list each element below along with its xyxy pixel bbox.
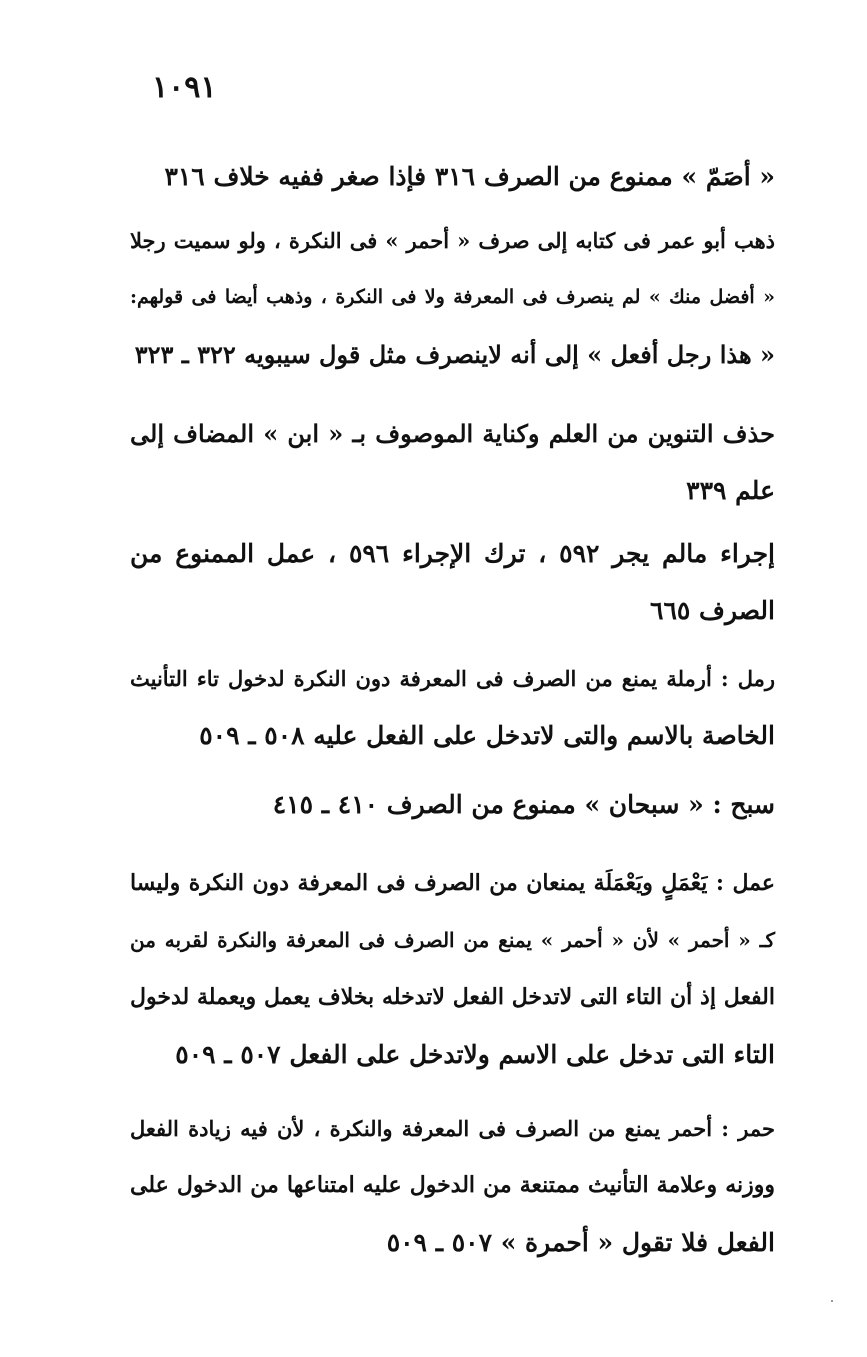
index-entry-raml xyxy=(130,650,775,764)
index-entry-abu-amr xyxy=(130,212,775,383)
index-entry-ijra xyxy=(130,525,775,639)
entry-line: علم ٣٣٩ xyxy=(686,476,775,505)
entry-line: كـ « أحمر » لأن « أحمر » يمنع من الصرف فى المعرفة والنكرة لقربه من xyxy=(130,928,775,952)
entry-line: الفعل فلا تقول « أحمرة » ٥٠٧ ـ ٥٠٩ xyxy=(386,1228,775,1257)
entry-line: « أصَمّ » ممنوع من الصرف ٣١٦ فإذا صغر ففيه خلاف ٣١٦ xyxy=(164,162,775,191)
scan-speck xyxy=(831,1300,833,1302)
index-entry-asam xyxy=(130,148,775,205)
entry-line: « أفضل منك » لم ينصرف فى المعرفة ولا فى النكرة ، وذهب أيضا فى قولهم: xyxy=(130,286,775,308)
entry-line: رمل : أرملة يمنع من الصرف فى المعرفة دون النكرة لدخول تاء التأنيث xyxy=(130,666,775,691)
entry-line: حمر : أحمر يمنع من الصرف فى المعرفة والنكرة ، لأن فيه زيادة الفعل xyxy=(130,1116,775,1141)
index-entry-amal xyxy=(130,855,775,1083)
entry-line: ووزنه وعلامة التأنيث ممتنعة من الدخول عليه امتناعها من الدخول على xyxy=(130,1172,775,1198)
page-number: ١٠٩١ xyxy=(152,70,217,105)
index-entry-sabh xyxy=(130,776,775,833)
entry-line: ذهب أبو عمر فى كتابه إلى صرف « أحمر » فى النكرة ، ولو سميت رجلا xyxy=(130,228,775,253)
entry-line: سبح : « سبحان » ممنوع من الصرف ٤١٠ ـ ٤١٥ xyxy=(272,790,775,819)
entry-line: الفعل إذ أن التاء التى لاتدخل الفعل لاتدخله بخلاف يعمل ويعملة لدخول xyxy=(130,984,775,1010)
entry-line: عمل : يَعْمَلٍ ويَعْمَلَة يمنعان من الصرف فى المعرفة دون النكرة وليسا xyxy=(130,870,775,896)
entry-line: الخاصة بالاسم والتى لاتدخل على الفعل عليه ٥٠٨ ـ ٥٠٩ xyxy=(199,721,775,750)
entry-line: حذف التنوين من العلم وكناية الموصوف بـ « ابن » المضاف إلى xyxy=(130,419,775,448)
entry-line: إجراء مالم يجر ٥٩٢ ، ترك الإجراء ٥٩٦ ، عمل الممنوع من xyxy=(130,539,775,568)
index-entry-hamr xyxy=(130,1100,775,1271)
entry-line: الصرف ٦٦٥ xyxy=(650,596,775,625)
entry-line: « هذا رجل أفعل » إلى أنه لاينصرف مثل قول سيبويه ٣٢٢ ـ ٣٢٣ xyxy=(134,340,775,369)
entry-line: التاء التى تدخل على الاسم ولاتدخل على الفعل ٥٠٧ ـ ٥٠٩ xyxy=(175,1040,775,1069)
index-entry-tanwin xyxy=(130,405,775,519)
